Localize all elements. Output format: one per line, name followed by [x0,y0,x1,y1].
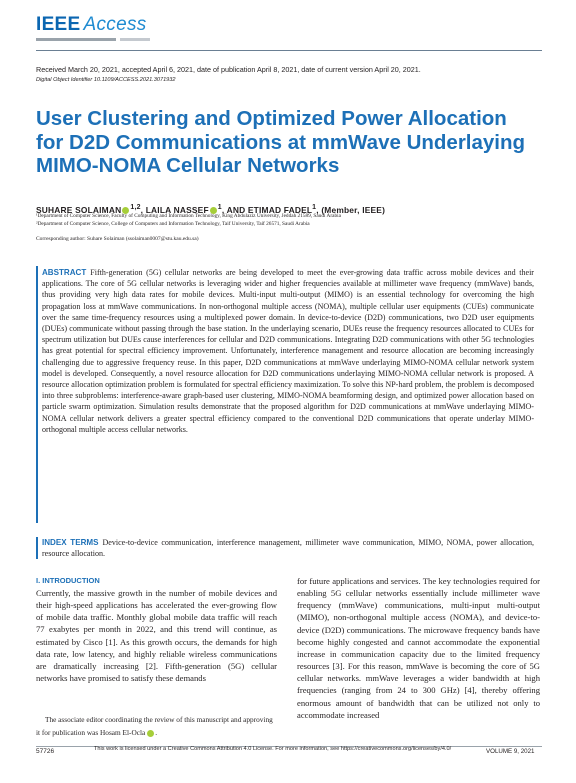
logo-tagline-bar-secondary [120,38,150,41]
orcid-icon[interactable] [147,730,154,737]
abstract-label: ABSTRACT [42,268,87,277]
doi: Digital Object Identifier 10.1109/ACCESS.2021.3071932 [36,77,176,83]
editor-footnote-text: The associate editor coordinating the review of this manuscript and approving it for publication was Hosam El-Ocla [36,715,273,737]
affiliation-2: ²Department of Computer Science, College of Computers and Information Technology, Taif University, Taif 26571, Saudi Arabia [36,221,310,227]
author-3-membership: , (Member, IEEE) [316,204,386,215]
index-terms [42,537,534,559]
header-rule [36,50,542,51]
body-column-right: for future applications and services. The key technologies required for enabling 5G cellular networks essentially include millimeter wave frequency (mmWave) communications, multi-input multi-output (MIMO), non-orthogonal multiple access (NOMA), and device-to-device (D2D) communications. The microwave frequency bands have become highly congested and cannot accommodate the exponential increase in communication capacity due to the limited frequency resources [3]. For this reason, mmWave is becoming the core of 5G cellular networks. mmWave leverages a wider bandwidth at high frequencies (ranging from 24 to 300 GHz) [4], thereby offering enormous amount of bandwidth that can be utilized not only to accommodate increased [297,576,540,720]
author-3: , AND ETIMAD FADEL [221,204,313,215]
abstract [42,267,534,435]
license-notice: This work is licensed under a Creative Commons Attribution 4.0 License. For more information, see https://creativecommons.org/licenses/by/4.0/ [94,746,452,752]
abstract-accent-bar [36,266,38,523]
logo-tagline-bar [36,38,116,41]
author-2: , LAILA NASSEF [140,204,209,215]
author-3-affil: 1 [312,204,317,211]
abstract-text: Fifth-generation (5G) cellular networks are being developed to meet the ever-growing data traffic across mobile devices and their applications. The core of 5G cellular networks is leveraging wider and higher frequencies available at millimeter wave frequency (mmWave) bands, thus providing very high data rates for mobile devices. Multi-input multi-output (MIMO) is an essential technology for overcoming the high propagation loss at mmWave communications. In non-orthogonal multiple access (NOMA), multiple cellular user equipments (CUEs) communicate over the same time-frequency resources using a multiplexed power domain. In device-to-device (D2D) communications, two D2D user equipments (DUEs) communicate without passing through the base station. In the underlaying scenario, DUEs reuse the frequency resources allocated to CUEs for spectrum utilization but DUEs cause interferences for cellular and D2D communications. Integrating D2D communications with other 5G technologies has great potential for spectral efficiency improvement. Unfortunately, interference management and resource allocation are becoming increasingly challenging due to aggressive frequency reuse. In this paper, D2D communications at mmWave underlaying MIMO-NOMA cellular network system model is developed. Consequently, a novel resource allocation for D2D communications underlaying MIMO-NOMA cellular network is proposed. A resource allocation optimization problem is formulated for spectral efficiency maximization. To solve this NP-hard problem, the problem is decomposed into three subproblems: interference-aware graph-based user clustering, MIMO-NOMA beamforming design, and optimized power allocation based on particle swarm optimization. Simulation results demonstrate that the proposed algorithm for D2D communications at mmWave underlaying MIMO-NOMA cellular network delivers a greater spectral efficiency compared to the conventional D2D communications that operate underlay MIMO-orthogonal multiple access cellular networks. [42,268,534,434]
author-1-affil: 1,2 [130,204,141,211]
section-heading: I. INTRODUCTION [36,576,100,585]
editor-footnote: The associate editor coordinating the review of this manuscript and approving it for publication was Hosam El-Ocla . [36,715,273,737]
affiliation-1: ¹Department of Computer Science, Faculty of Computing and Information Technology, King Abdulaziz University, Jeddah 21589, Saudi Arabia [36,213,341,219]
index-terms-text: Device-to-device communication, interference management, millimeter wave communication, MIMO, NOMA, power allocation, resource allocation. [42,538,534,559]
volume-info: VOLUME 9, 2021 [486,748,535,755]
journal-logo [36,14,147,36]
index-terms-label: INDEX TERMS [42,538,99,547]
paper-title: User Clustering and Optimized Power Allocation for D2D Communications at mmWave Underlaying MIMO-NOMA Cellular Networks [36,107,526,178]
corresponding-author: Corresponding author: Suhare Solaiman (ssolaiman0007@stu.kau.edu.sa) [36,236,199,242]
author-1: SUHARE SOLAIMAN [36,204,122,215]
index-terms-accent-bar [36,537,38,559]
author-2-affil: 1 [217,204,222,211]
page-number: 57726 [36,748,55,755]
logo-brand: IEEE [36,14,81,35]
body-column-left: Currently, the massive growth in the number of mobile devices and their high-speed applications has accelerated the ever-growing flow of mobile data traffic. Monthly global mobile data traffic will reach 77 exabytes per month in 2022, and this trend will continue, as estimated by Cisco [1]. As this growth occurs, the demands for high data rate, low latency, and highly reliable wireless communications are dramatically increasing [2]. Fifth-generation (5G) cellular networks have promised to satisfy these demands [36,588,277,684]
logo-brand-suffix: Access [83,14,147,35]
publication-dates: Received March 20, 2021, accepted April 6, 2021, date of publication April 8, 2021, date of current version April 20, 2021. [36,65,421,74]
